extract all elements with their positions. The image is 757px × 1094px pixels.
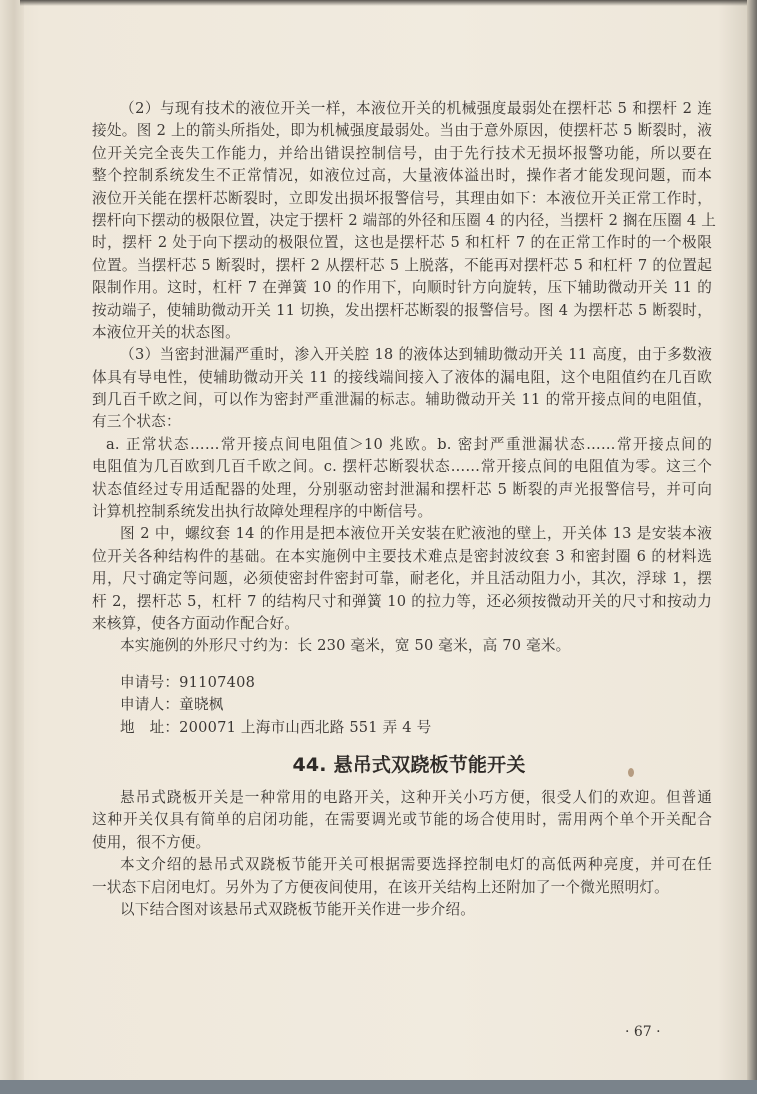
text-line: 有三个状态： <box>92 413 181 431</box>
text-line: （2）与现有技术的液位开关一样，本液位开关的机械强度最弱处在摆杆芯 5 和摆杆 2 连 <box>120 100 712 117</box>
paragraph-2 <box>92 98 717 344</box>
text-line: 悬吊式跷板开关是一种常用的电路开关，这种开关小巧方便，很受人们的欢迎。但普通 <box>120 788 712 806</box>
page-gutter-shadow <box>0 0 24 1080</box>
text-line: 电阻值为几百欧到几百千欧之间。c. 摆杆芯断裂状态……常开接点间的电阻值为零。这三个 <box>92 458 712 476</box>
text-line: 摆杆向下摆动的极限位置，决定于摆杆 2 端部的外径和压圈 4 的内径，当摆杆 2 搁在压圈 4 上 <box>92 211 717 229</box>
text-line: 限制作用。这时，杠杆 7 在弹簧 10 的作用下，向顺时针方向旋转，压下辅助微动开关 11 的 <box>92 279 712 297</box>
text-line: 状态值经过专用适配器的处理，分别驱动密封泄漏和摆杆芯 5 断裂的声光报警信号，并可向 <box>92 480 712 498</box>
text-line: （3）当密封泄漏严重时，渗入开关腔 18 的液体达到辅助微动开关 11 高度，由于多数液 <box>120 346 712 364</box>
text-line: 使用，很不方便。 <box>92 833 211 851</box>
spacer <box>92 658 712 672</box>
text-line: 到几百千欧之间，可以作为密封严重泄漏的标志。辅助微动开关 11 的常开接点间的电阻值， <box>92 391 712 409</box>
page-body <box>92 98 717 921</box>
section-44-paragraph-3 <box>92 899 712 921</box>
page-right-edge <box>747 0 757 1094</box>
text-line: 液位开关能在摆杆芯断裂时，立即发出损坏报警信号，其理由如下：本液位开关正常工作时， <box>92 189 712 207</box>
text-line: 计算机控制系统发出执行故障处理程序的中断信号。 <box>92 503 433 521</box>
text-line: 本液位开关的状态图。 <box>92 323 240 341</box>
page-top-shadow <box>20 0 748 6</box>
text-line: 接处。图 2 上的箭头所指处，即为机械强度最弱处。当由于意外原因，使摆杆芯 5 断裂时，液 <box>92 122 712 140</box>
text-line: 体具有导电性，使辅助微动开关 11 的接线端间接入了液体的漏电阻，这个电阻值约在几百欧 <box>92 368 712 386</box>
text-line: 图 2 中，螺纹套 14 的作用是把本液位开关安装在贮液池的壁上，开关体 13 是安装本液 <box>120 525 712 543</box>
dimensions-line: 本实施例的外形尺寸约为：长 230 毫米，宽 50 毫米，高 70 毫米。 <box>120 637 571 655</box>
section-heading: 44. 悬吊式双跷板节能开关 <box>292 753 526 776</box>
section-44-paragraph-2 <box>92 854 712 899</box>
text-line: 来核算，使各方面动作配合好。 <box>92 614 300 632</box>
section-44-paragraph-1 <box>92 787 712 854</box>
text-line: 时，摆杆 2 处于向下摆动的极限位置，这也是摆杆芯 5 和杠杆 7 的在正常工作时的一个极限 <box>92 234 712 252</box>
application-number: 申请号：91107408 <box>120 673 256 691</box>
text-line: a. 正常状态……常开接点间电阻值＞10 兆欧。b. 密封严重泄漏状态……常开接点间的 <box>106 435 712 453</box>
text-line: 位开关各种结构件的基础。在本实施例中主要技术难点是密封波纹套 3 和密封圈 6 的材料选 <box>92 547 712 565</box>
text-line: 用，尺寸确定等问题，必须使密封件密封可靠，耐老化，并且活动阻力小，其次，浮球 1，摆 <box>92 570 712 588</box>
scanner-background <box>0 1080 757 1094</box>
paper-stain <box>628 768 634 777</box>
paragraph-fig2 <box>92 523 712 635</box>
text-line: 一状态下启闭电灯。另外为了方便夜间使用，在该开关结构上还附加了一个微光照明灯。 <box>92 878 669 896</box>
text-line: 杆 2，摆杆芯 5，杠杆 7 的结构尺寸和弹簧 10 的拉力等，还必须按微动开关的尺寸和按动力 <box>92 592 712 610</box>
address: 地 址：200071 上海市山西北路 551 弄 4 号 <box>120 718 432 736</box>
text-line: 本文介绍的悬吊式双跷板节能开关可根据需要选择控制电灯的高低两种亮度，并可在任 <box>120 856 712 874</box>
page-number: · 67 · <box>625 1024 661 1040</box>
text-line: 按动端子，使辅助微动开关 11 切换，发出摆杆芯断裂的报警信号。图 4 为摆杆芯 5 断裂时， <box>92 301 712 319</box>
states-list <box>92 434 712 524</box>
patent-metadata <box>92 672 712 739</box>
paragraph-3 <box>92 344 712 434</box>
applicant: 申请人：童晓枫 <box>120 696 224 714</box>
text-line: 位置。当摆杆芯 5 断裂时，摆杆 2 从摆杆芯 5 上脱落，不能再对摆杆芯 5 和杠杆 7 的位置起 <box>92 256 712 274</box>
text-line: 整个控制系统发生不正常情况，如液位过高，大量液体溢出时，操作者才能发现问题，而本 <box>92 167 712 185</box>
text-line: 以下结合图对该悬吊式双跷板节能开关作进一步介绍。 <box>120 900 476 918</box>
text-line: 位开关完全丧失工作能力，并给出错误控制信号，由于先行技术无损坏报警功能，所以要在 <box>92 144 712 162</box>
text-line: 这种开关仅具有简单的启闭功能，在需要调光或节能的场合使用时，需用两个单个开关配合 <box>92 811 712 829</box>
